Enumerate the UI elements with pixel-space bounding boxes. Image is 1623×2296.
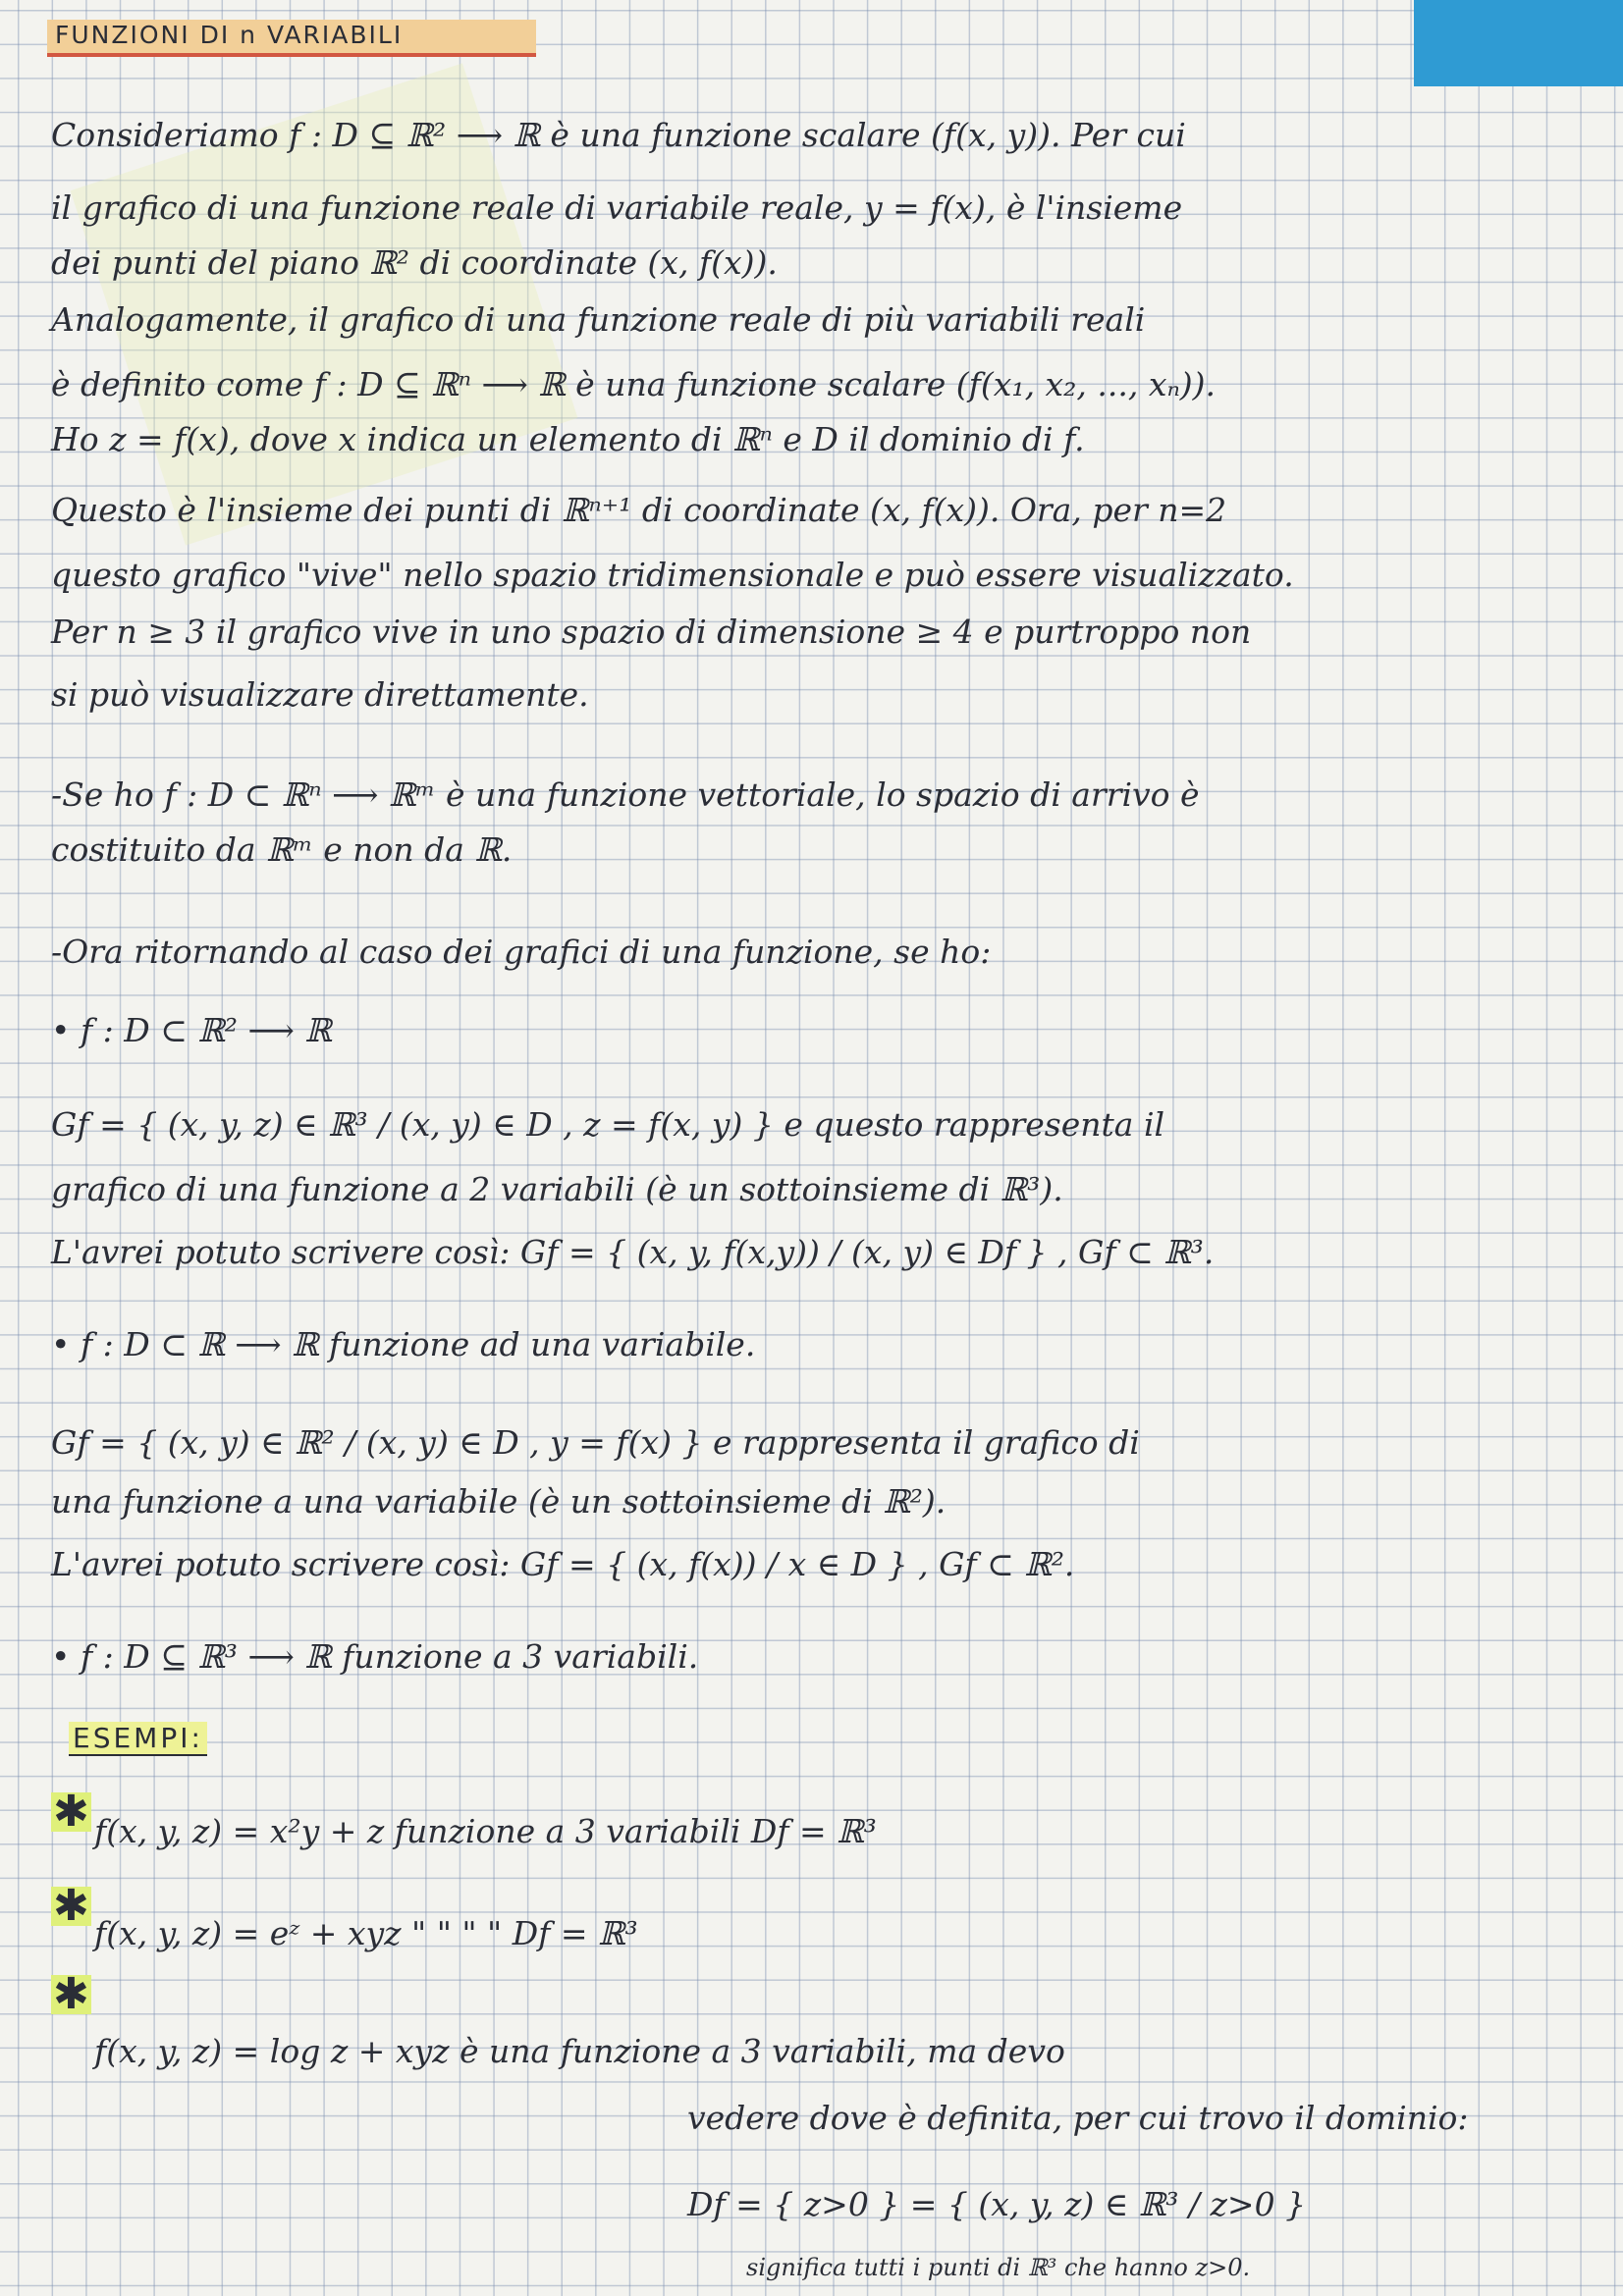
line: dei punti del piano ℝ² di coordinate (x, f(x)). [51,243,778,282]
example-line: Df = { z>0 } = { (x, y, z) ∈ ℝ³ / z>0 } [687,2185,1307,2223]
asterisk-icon: ✱ [53,1787,89,1837]
line: L'avrei potuto scrivere così: Gf = { (x, y, f(x,y)) / (x, y) ∈ Df } , Gf ⊂ ℝ³. [51,1233,1215,1271]
example-line: f(x, y, z) = eᶻ + xyz " " " " Df = ℝ³ [94,1914,638,1952]
asterisk-icon: ✱ [53,1881,89,1931]
line: -Se ho f : D ⊂ ℝⁿ ⟶ ℝᵐ è una funzione vettoriale, lo spazio di arrivo è [51,775,1200,814]
corner-tab [1414,0,1623,86]
line: • f : D ⊂ ℝ ⟶ ℝ funzione ad una variabile. [51,1325,756,1363]
line: Gf = { (x, y, z) ∈ ℝ³ / (x, y) ∈ D , z = f(x, y) } e questo rappresenta il [51,1105,1165,1144]
line: -Ora ritornando al caso dei grafici di una funzione, se ho: [51,933,992,971]
line: è definito come f : D ⊆ ℝⁿ ⟶ ℝ è una funzione scalare (f(x₁, x₂, ..., xₙ)). [51,365,1217,403]
line: una funzione a una variabile (è un sottoinsieme di ℝ²). [51,1482,947,1521]
line: Per n ≥ 3 il grafico vive in uno spazio di dimensione ≥ 4 e purtroppo non [51,613,1252,651]
line: Ho z = f(x), dove x indica un elemento di ℝⁿ e D il dominio di f. [51,420,1085,458]
title-text: FUNZIONI DI n VARIABILI [55,21,404,49]
line: Analogamente, il grafico di una funzione reale di più variabili reali [51,300,1146,339]
line: • f : D ⊆ ℝ³ ⟶ ℝ funzione a 3 variabili. [51,1637,699,1676]
example-line: f(x, y, z) = log z + xyz è una funzione a 3 variabili, ma devo [94,2032,1065,2070]
line: Gf = { (x, y) ∈ ℝ² / (x, y) ∈ D , y = f(x) } e rappresenta il grafico di [51,1423,1140,1462]
example-line: vedere dove è definita, per cui trovo il dominio: [687,2099,1469,2137]
line: costituito da ℝᵐ e non da ℝ. [51,830,513,869]
line: si può visualizzare direttamente. [51,675,589,714]
line: il grafico di una funzione reale di variabile reale, y = f(x), è l'insieme [51,188,1183,227]
line: questo grafico "vive" nello spazio tridimensionale e può essere visualizzato. [51,556,1294,594]
line: grafico di una funzione a 2 variabili (è un sottoinsieme di ℝ³). [51,1170,1063,1208]
line: Consideriamo f : D ⊆ ℝ² ⟶ ℝ è una funzione scalare (f(x, y)). Per cui [51,116,1186,154]
examples-heading: ESEMPI: [69,1722,207,1756]
line: • f : D ⊂ ℝ² ⟶ ℝ [51,1011,332,1049]
line: L'avrei potuto scrivere così: Gf = { (x, f(x)) / x ∈ D } , Gf ⊂ ℝ². [51,1545,1075,1583]
line: Questo è l'insieme dei punti di ℝⁿ⁺¹ di coordinate (x, f(x)). Ora, per n=2 [51,491,1227,529]
example-note: significa tutti i punti di ℝ³ che hanno z>0. [746,2254,1251,2281]
page-title [47,20,536,57]
example-line: f(x, y, z) = x²y + z funzione a 3 variabili Df = ℝ³ [94,1812,877,1850]
asterisk-icon: ✱ [53,1969,89,2019]
